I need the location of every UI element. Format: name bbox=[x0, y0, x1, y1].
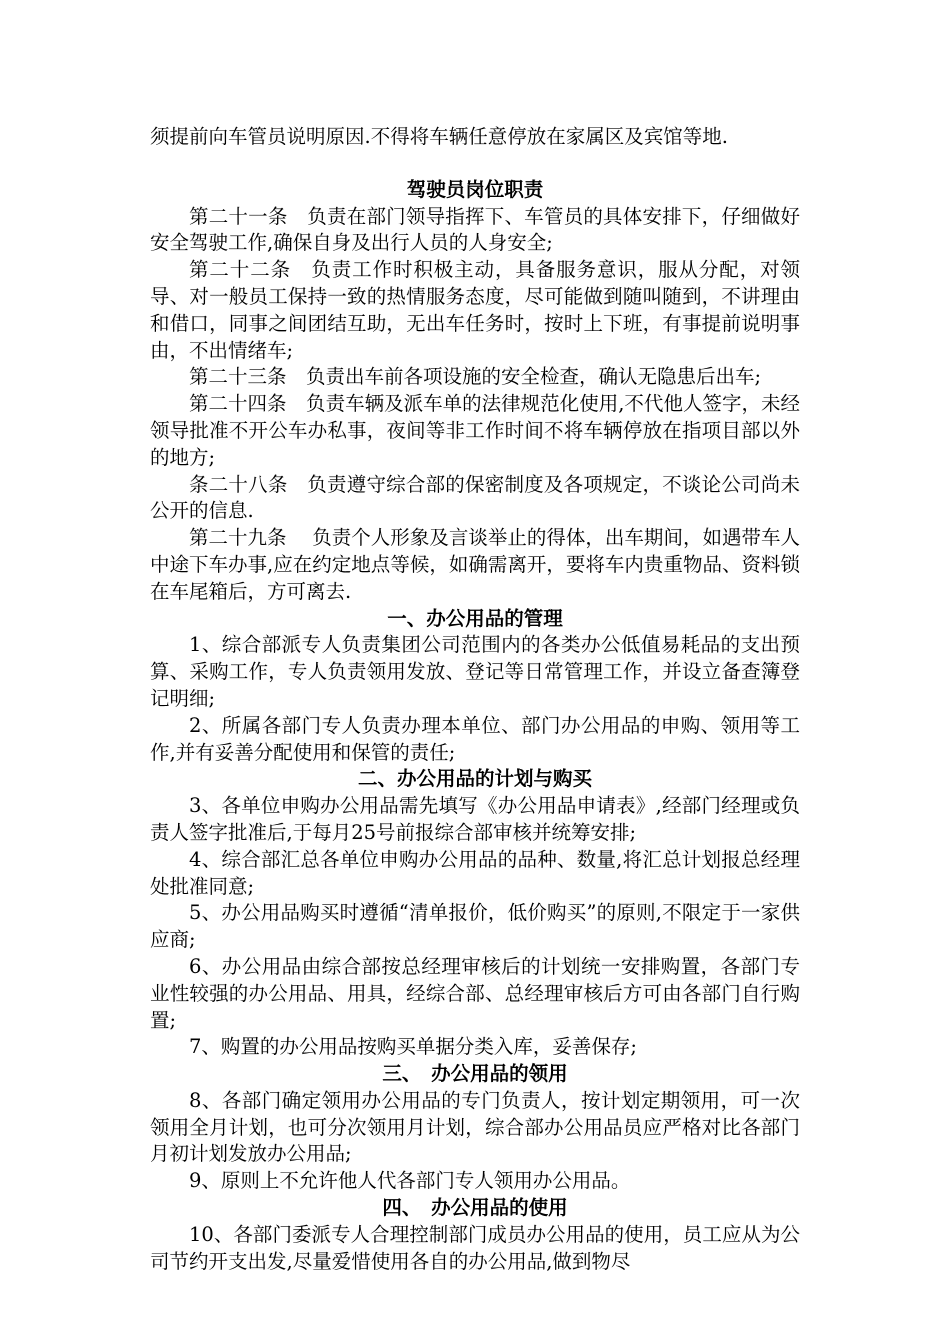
section-title-supplies-management: 一、办公用品的管理 bbox=[387, 606, 563, 630]
document-body bbox=[150, 124, 800, 1275]
section-title-driver-duties: 驾驶员岗位职责 bbox=[406, 177, 544, 201]
paragraph-item-6: 6、办公用品由综合部按总经理审核后的计划统一安排购置，各部门专业性较强的办公用品、用具，经综合部、总经理审核后方可由各部门自行购置; bbox=[150, 954, 800, 1032]
section-title-supplies-requisition: 三、 办公用品的领用 bbox=[382, 1062, 568, 1086]
paragraph-item-5: 5、办公用品购买时遵循“清单报价，低价购买”的原则,不限定于一家供应商; bbox=[150, 901, 800, 952]
paragraph-item-8: 8、各部门确定领用办公用品的专门负责人，按计划定期领用，可一次领用全月计划，也可分次领用月计划，综合部办公用品员应严格对比各部门月初计划发放办公用品; bbox=[150, 1088, 800, 1166]
section-title-supplies-usage: 四、 办公用品的使用 bbox=[382, 1196, 568, 1220]
paragraph-item-7: 7、购置的办公用品按购买单据分类入库，妥善保存; bbox=[189, 1035, 637, 1059]
paragraph-article-21: 第二十一条 负责在部门领导指挥下、车管员的具体安排下，仔细做好安全驾驶工作,确保自身及出行人员的人身安全; bbox=[150, 204, 800, 255]
continuation-line: 须提前向车管员说明原因.不得将车辆任意停放在家属区及宾馆等地. bbox=[150, 125, 728, 148]
paragraph-article-24: 第二十四条 负责车辆及派车单的法律规范化使用,不代他人签字，未经领导批准不开公车办私事，夜间等非工作时间不将车辆停放在指项目部以外的地方; bbox=[150, 392, 800, 469]
paragraph-item-10: 10、各部门委派专人合理控制部门成员办公用品的使用，员工应从为公司节约开支出发,尽量爱惜使用各自的办公用品,做到物尽 bbox=[150, 1222, 800, 1273]
paragraph-article-23: 第二十三条 负责出车前各项设施的安全检查，确认无隐患后出车; bbox=[189, 365, 762, 389]
section-title-supplies-planning: 二、办公用品的计划与购买 bbox=[357, 767, 592, 791]
paragraph-item-1: 1、综合部派专人负责集团公司范围内的各类办公低值易耗品的支出预算、采购工作，专人负责领用发放、登记等日常管理工作，并设立备查簿登记明细; bbox=[150, 633, 800, 710]
paragraph-item-3: 3、各单位申购办公用品需先填写《办公用品申请表》,经部门经理或负责人签字批准后,于每月25号前报综合部审核并统筹安排; bbox=[150, 794, 800, 844]
paragraph-item-2: 2、所属各部门专人负责办理本单位、部门办公用品的申购、领用等工作,并有妥善分配使用和保管的责任; bbox=[150, 713, 800, 764]
paragraph-item-4: 4、综合部汇总各单位申购办公用品的品种、数量,将汇总计划报总经理处批准同意; bbox=[150, 847, 800, 898]
paragraph-item-9: 9、原则上不允许他人代各部门专人领用办公用品。 bbox=[189, 1169, 631, 1193]
paragraph-article-28: 条二十八条 负责遵守综合部的保密制度及各项规定，不谈论公司尚未公开的信息. bbox=[150, 472, 800, 523]
paragraph-article-29: 第二十九条 负责个人形象及言谈举止的得体，出车期间，如遇带车人中途下车办事,应在约定地点等候，如确需离开，要将车内贵重物品、资料锁在车尾箱后，方可离去. bbox=[150, 526, 800, 603]
paragraph-article-22: 第二十二条 负责工作时积极主动，具备服务意识，服从分配，对领导、对一般员工保持一致的热情服务态度，尽可能做到随叫随到，不讲理由和借口，同事之间团结互助，无出车任务时，按时上下班，有事提前说明事由，不出情绪车; bbox=[150, 258, 800, 362]
